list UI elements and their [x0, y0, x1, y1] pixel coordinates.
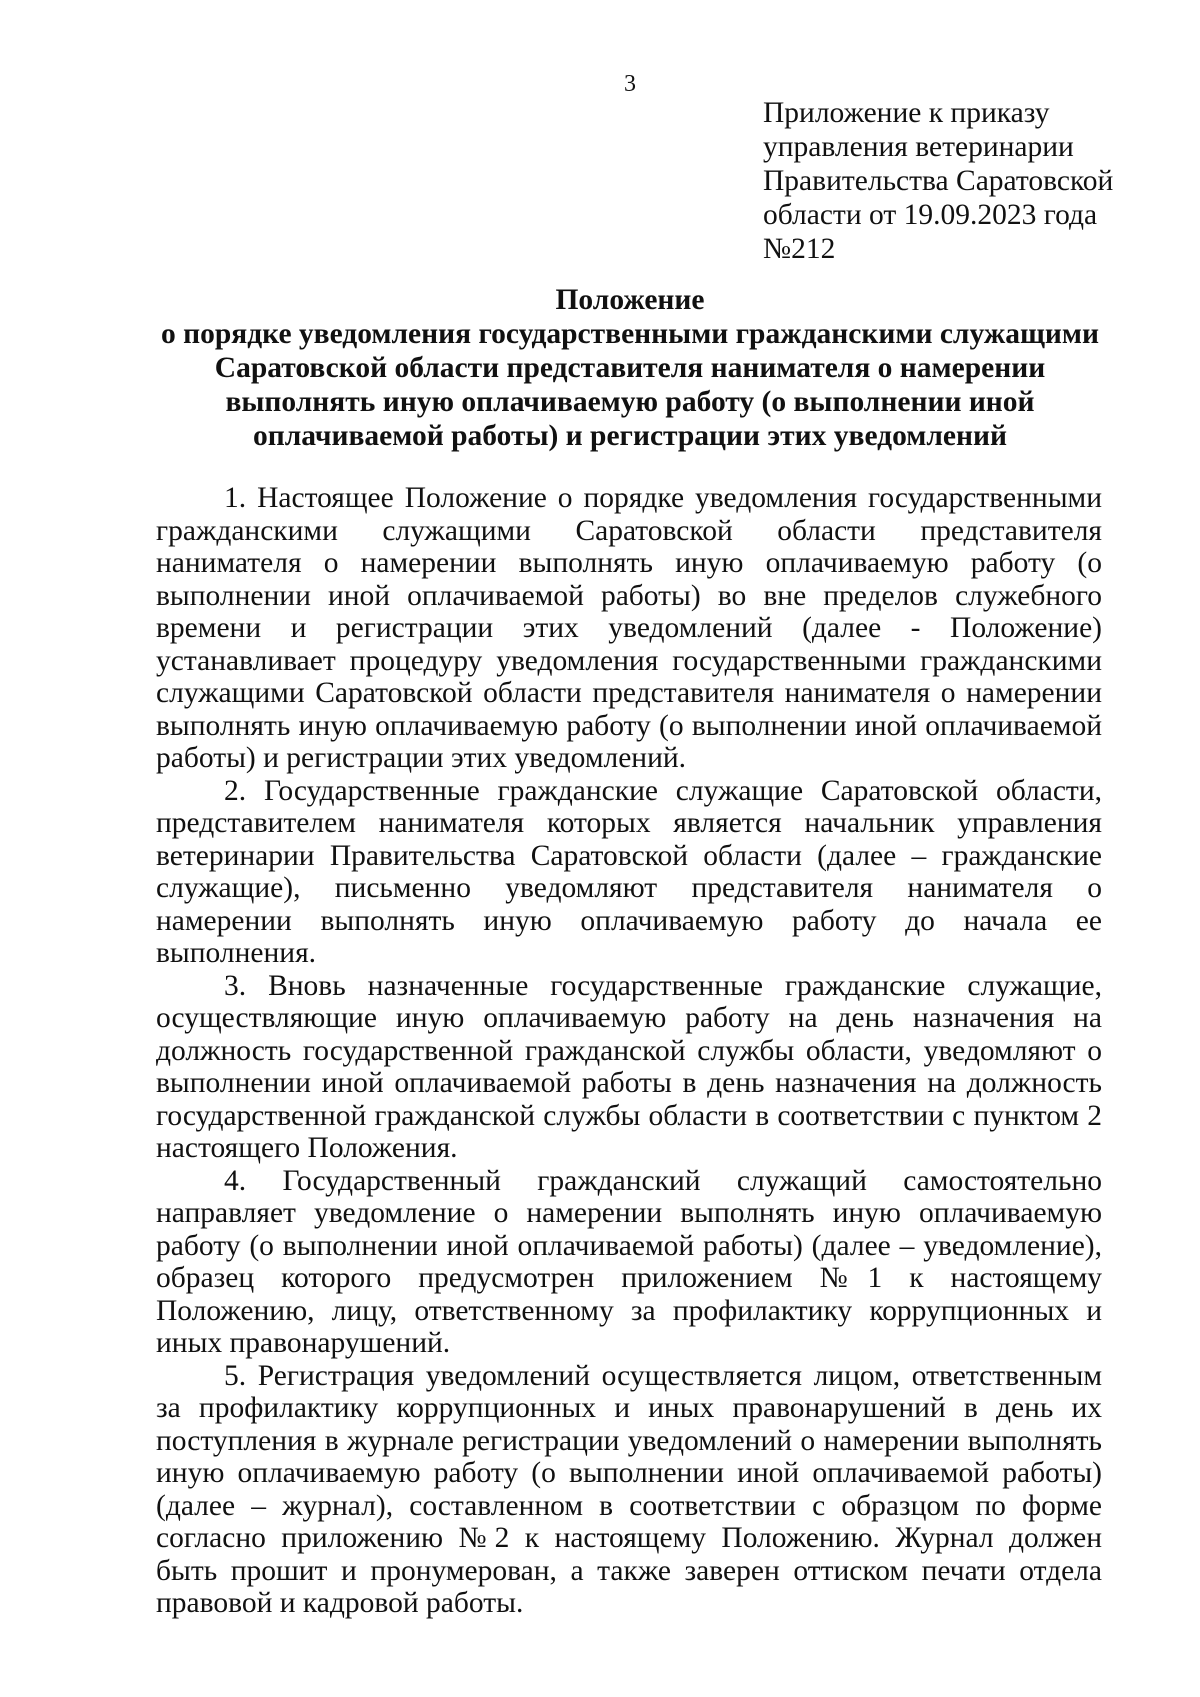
appendix-line: Приложение к приказу	[763, 97, 1050, 129]
paragraph-1: 1. Настоящее Положение о порядке уведомления государственными гражданскими служащими Саратовской области представителя нанимателя о намерении выполнять иную оплачиваемую работу (о выполнении иной оплачиваемой работы) во вне пределов служебного времени и регистрации этих уведомлений (далее - Положение) устанавливает процедуру уведомления государственными гражданскими служащими Саратовской области представителя нанимателя о намерении выполнять иную оплачиваемую работу (о выполнении иной оплачиваемой работы) и регистрации этих уведомлений.	[156, 482, 1102, 774]
title-line: Саратовской области представителя нанимателя о намерении	[214, 352, 1046, 384]
document-title	[150, 283, 1110, 453]
page-number: 3	[624, 71, 636, 97]
paragraph-3: 3. Вновь назначенные государственные гражданские служащие, осуществляющие иную оплачиваемую работу на день назначения на должность государственной гражданской службы области, уведомляют о выполнении иной оплачиваемой работы в день назначения на должность государственной гражданской службы области в соответствии с пунктом 2 настоящего Положения.	[156, 969, 1102, 1164]
document-body	[156, 482, 1102, 1620]
paragraph-2: 2. Государственные гражданские служащие Саратовской области, представителем нанимателя которых является начальник управления ветеринарии Правительства Саратовской области (далее – гражданские служащие), письменно уведомляют представителя нанимателя о намерении выполнять иную оплачиваемую работу до начала ее выполнения.	[156, 774, 1102, 969]
title-line: оплачиваемой работы) и регистрации этих уведомлений	[252, 420, 1008, 452]
title-line: о порядке уведомления государственными гражданскими служащими	[161, 318, 1099, 350]
appendix-line: №212	[763, 233, 836, 265]
paragraph-4: 4. Государственный гражданский служащий самостоятельно направляет уведомление о намерении выполнять иную оплачиваемую работу (о выполнении иной оплачиваемой работы) (далее – уведомление), образец которого предусмотрен приложением №1 к настоящему Положению, лицу, ответственному за профилактику коррупционных и иных правонарушений.	[156, 1164, 1102, 1359]
title-line: выполнять иную оплачиваемую работу (о выполнении иной	[225, 386, 1035, 418]
appendix-line: управления ветеринарии	[763, 131, 1074, 163]
appendix-line: области от 19.09.2023 года	[763, 199, 1098, 231]
title-line: Положение	[555, 284, 705, 316]
appendix-line: Правительства Саратовской	[763, 165, 1114, 197]
appendix-note	[763, 96, 1163, 266]
paragraph-5: 5. Регистрация уведомлений осуществляется лицом, ответственным за профилактику коррупционных и иных правонарушений в день их поступления в журнале регистрации уведомлений о намерении выполнять иную оплачиваемую работу (о выполнении иной оплачиваемой работы) (далее – журнал), составленном в соответствии с образцом по форме согласно приложению №2 к настоящему Положению. Журнал должен быть прошит и пронумерован, а также заверен оттиском печати отдела правовой и кадровой работы.	[156, 1359, 1102, 1619]
